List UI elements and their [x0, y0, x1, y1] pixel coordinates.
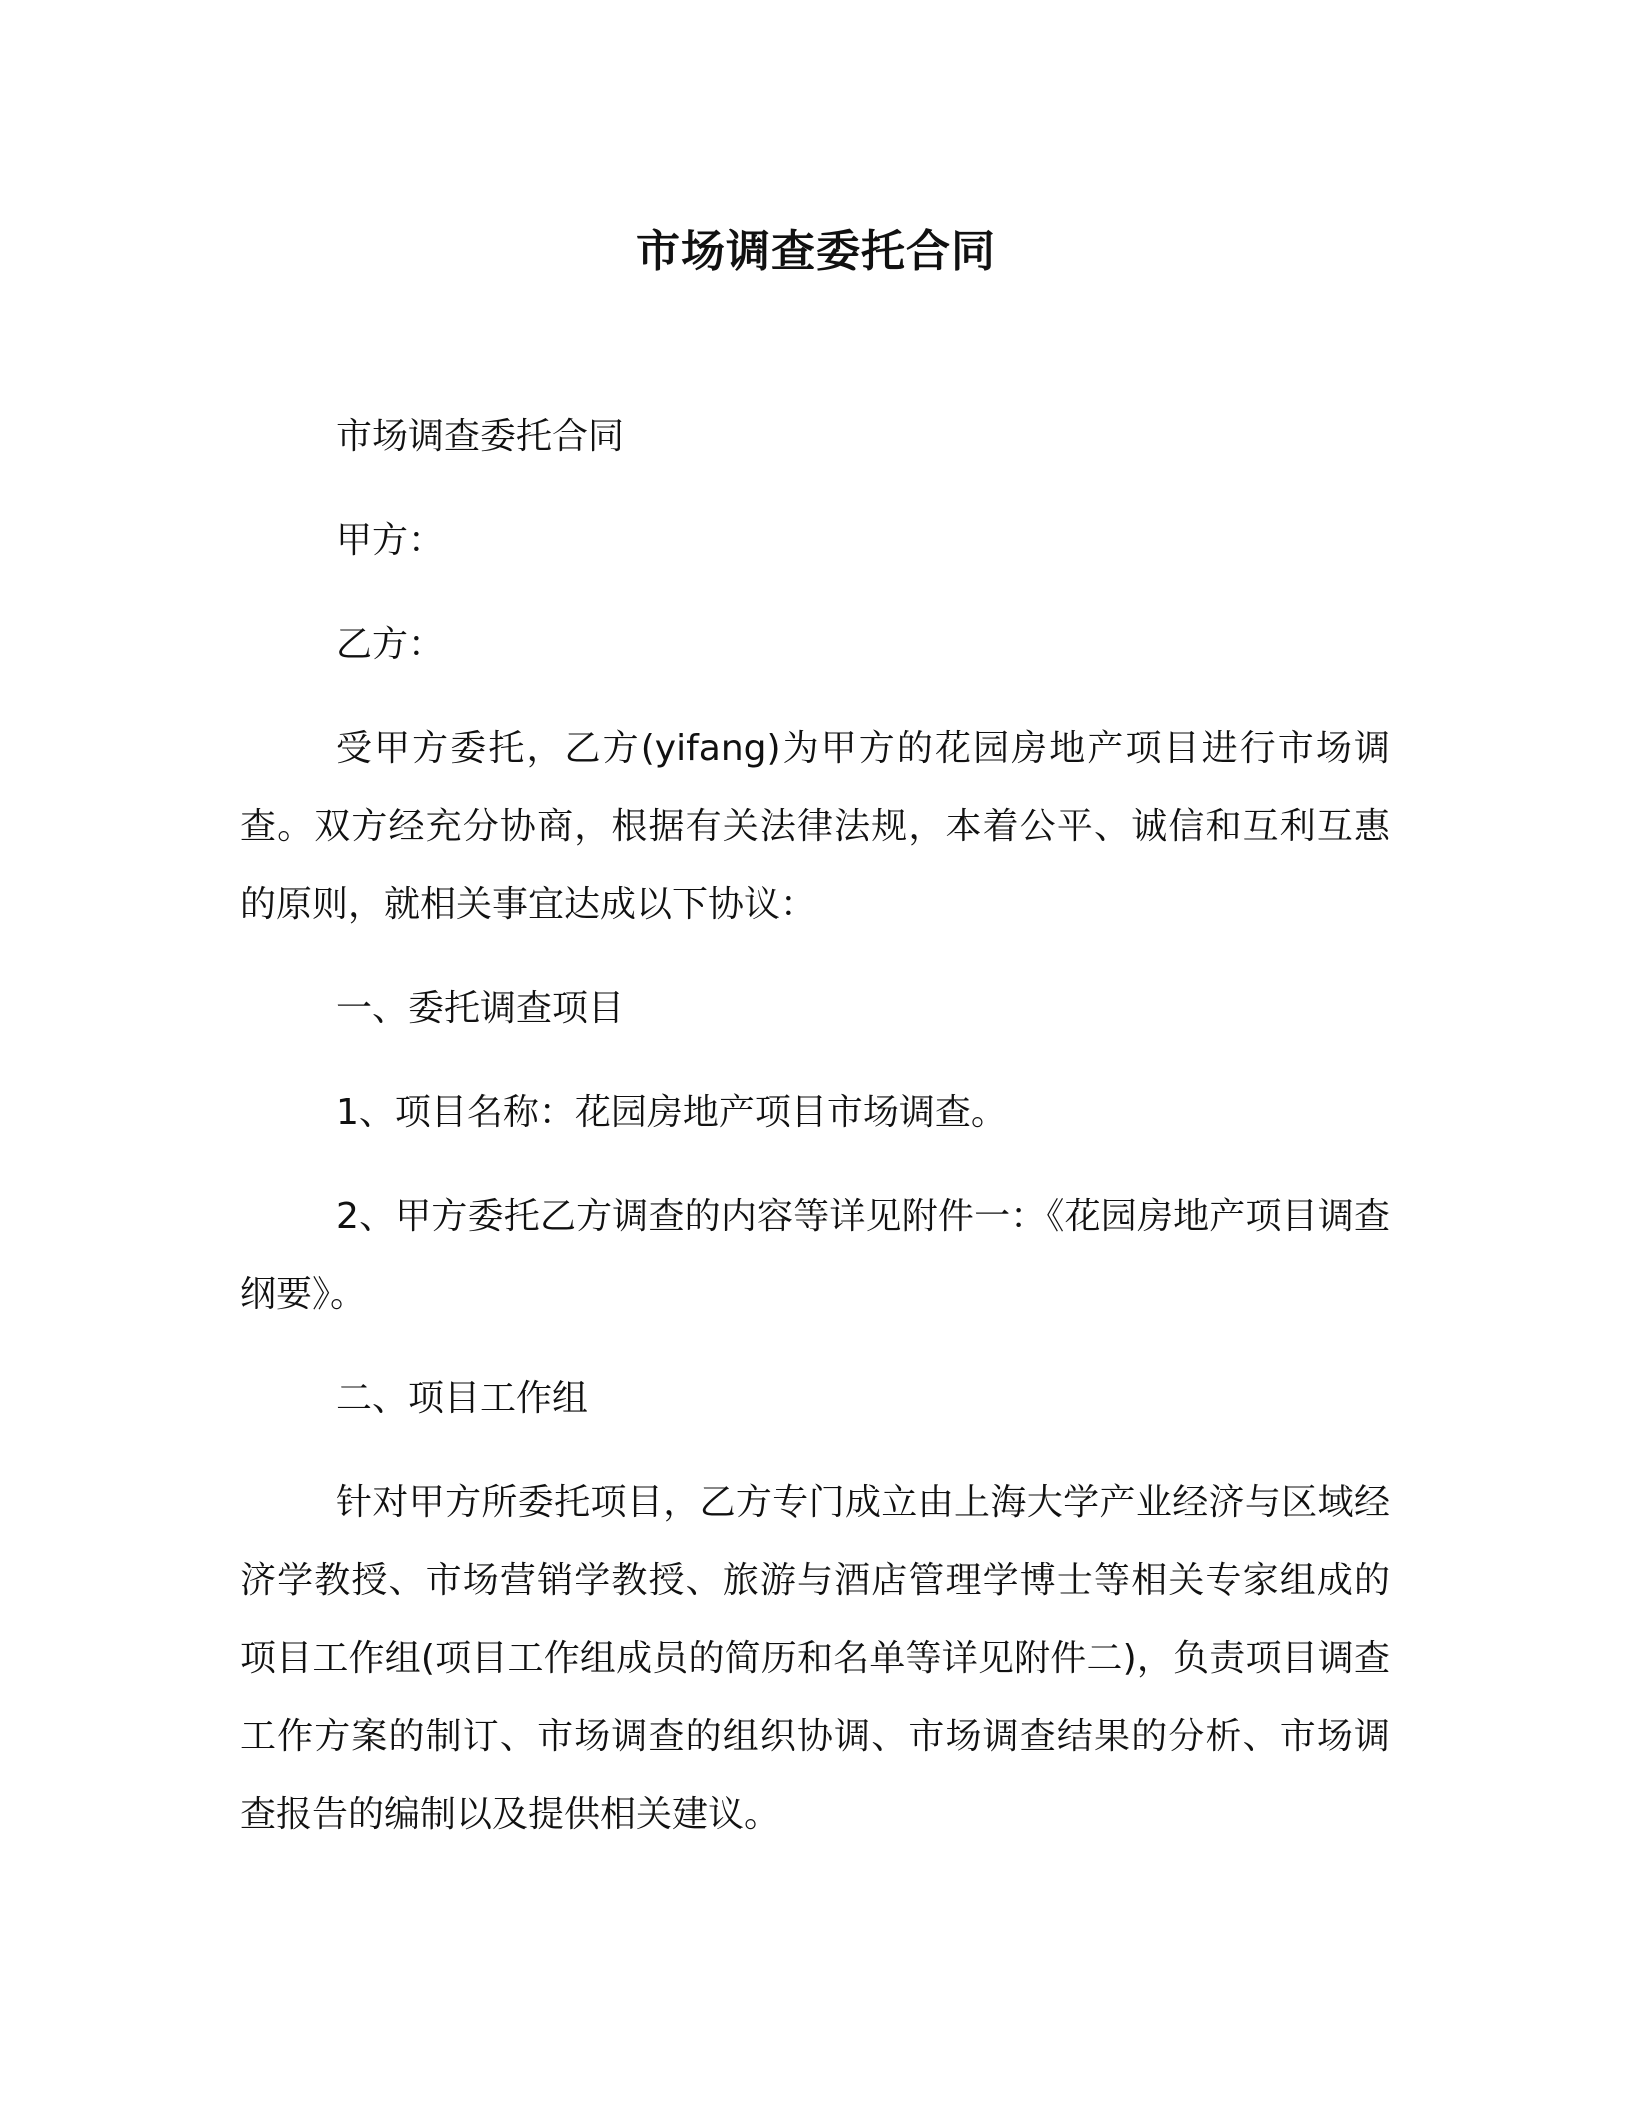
section-heading-2: 二、项目工作组 [336, 1378, 589, 1419]
clause-1-1: 1、项目名称：花园房地产项目市场调查。 [336, 1092, 1007, 1133]
clause-1-2: 2、甲方委托乙方调查的内容等详见附件一：《花园房地产项目调查纲要》。 [240, 1196, 1390, 1315]
preamble-paragraph: 受甲方委托，乙方(yifang)为甲方的花园房地产项目进行市场调查。双方经充分协商，根据有关法律法规，本着公平、诚信和互利互惠的原则，就相关事宜达成以下协议： [240, 728, 1390, 925]
document-title: 市场调查委托合同 [636, 226, 996, 277]
document-body [240, 398, 1390, 1880]
party-a-line: 甲方： [336, 520, 445, 561]
clause-2-body: 针对甲方所委托项目，乙方专门成立由上海大学产业经济与区域经济学教授、市场营销学教授、旅游与酒店管理学博士等相关专家组成的项目工作组(项目工作组成员的简历和名单等详见附件二)，负责项目调查工作方案的制订、市场调查的组织协调、市场调查结果的分析、市场调查报告的编制以及提供相关建议。 [240, 1482, 1390, 1835]
party-b-line: 乙方： [336, 624, 445, 665]
section-heading-1: 一、委托调查项目 [336, 988, 625, 1029]
subtitle-paragraph: 市场调查委托合同 [336, 416, 625, 457]
